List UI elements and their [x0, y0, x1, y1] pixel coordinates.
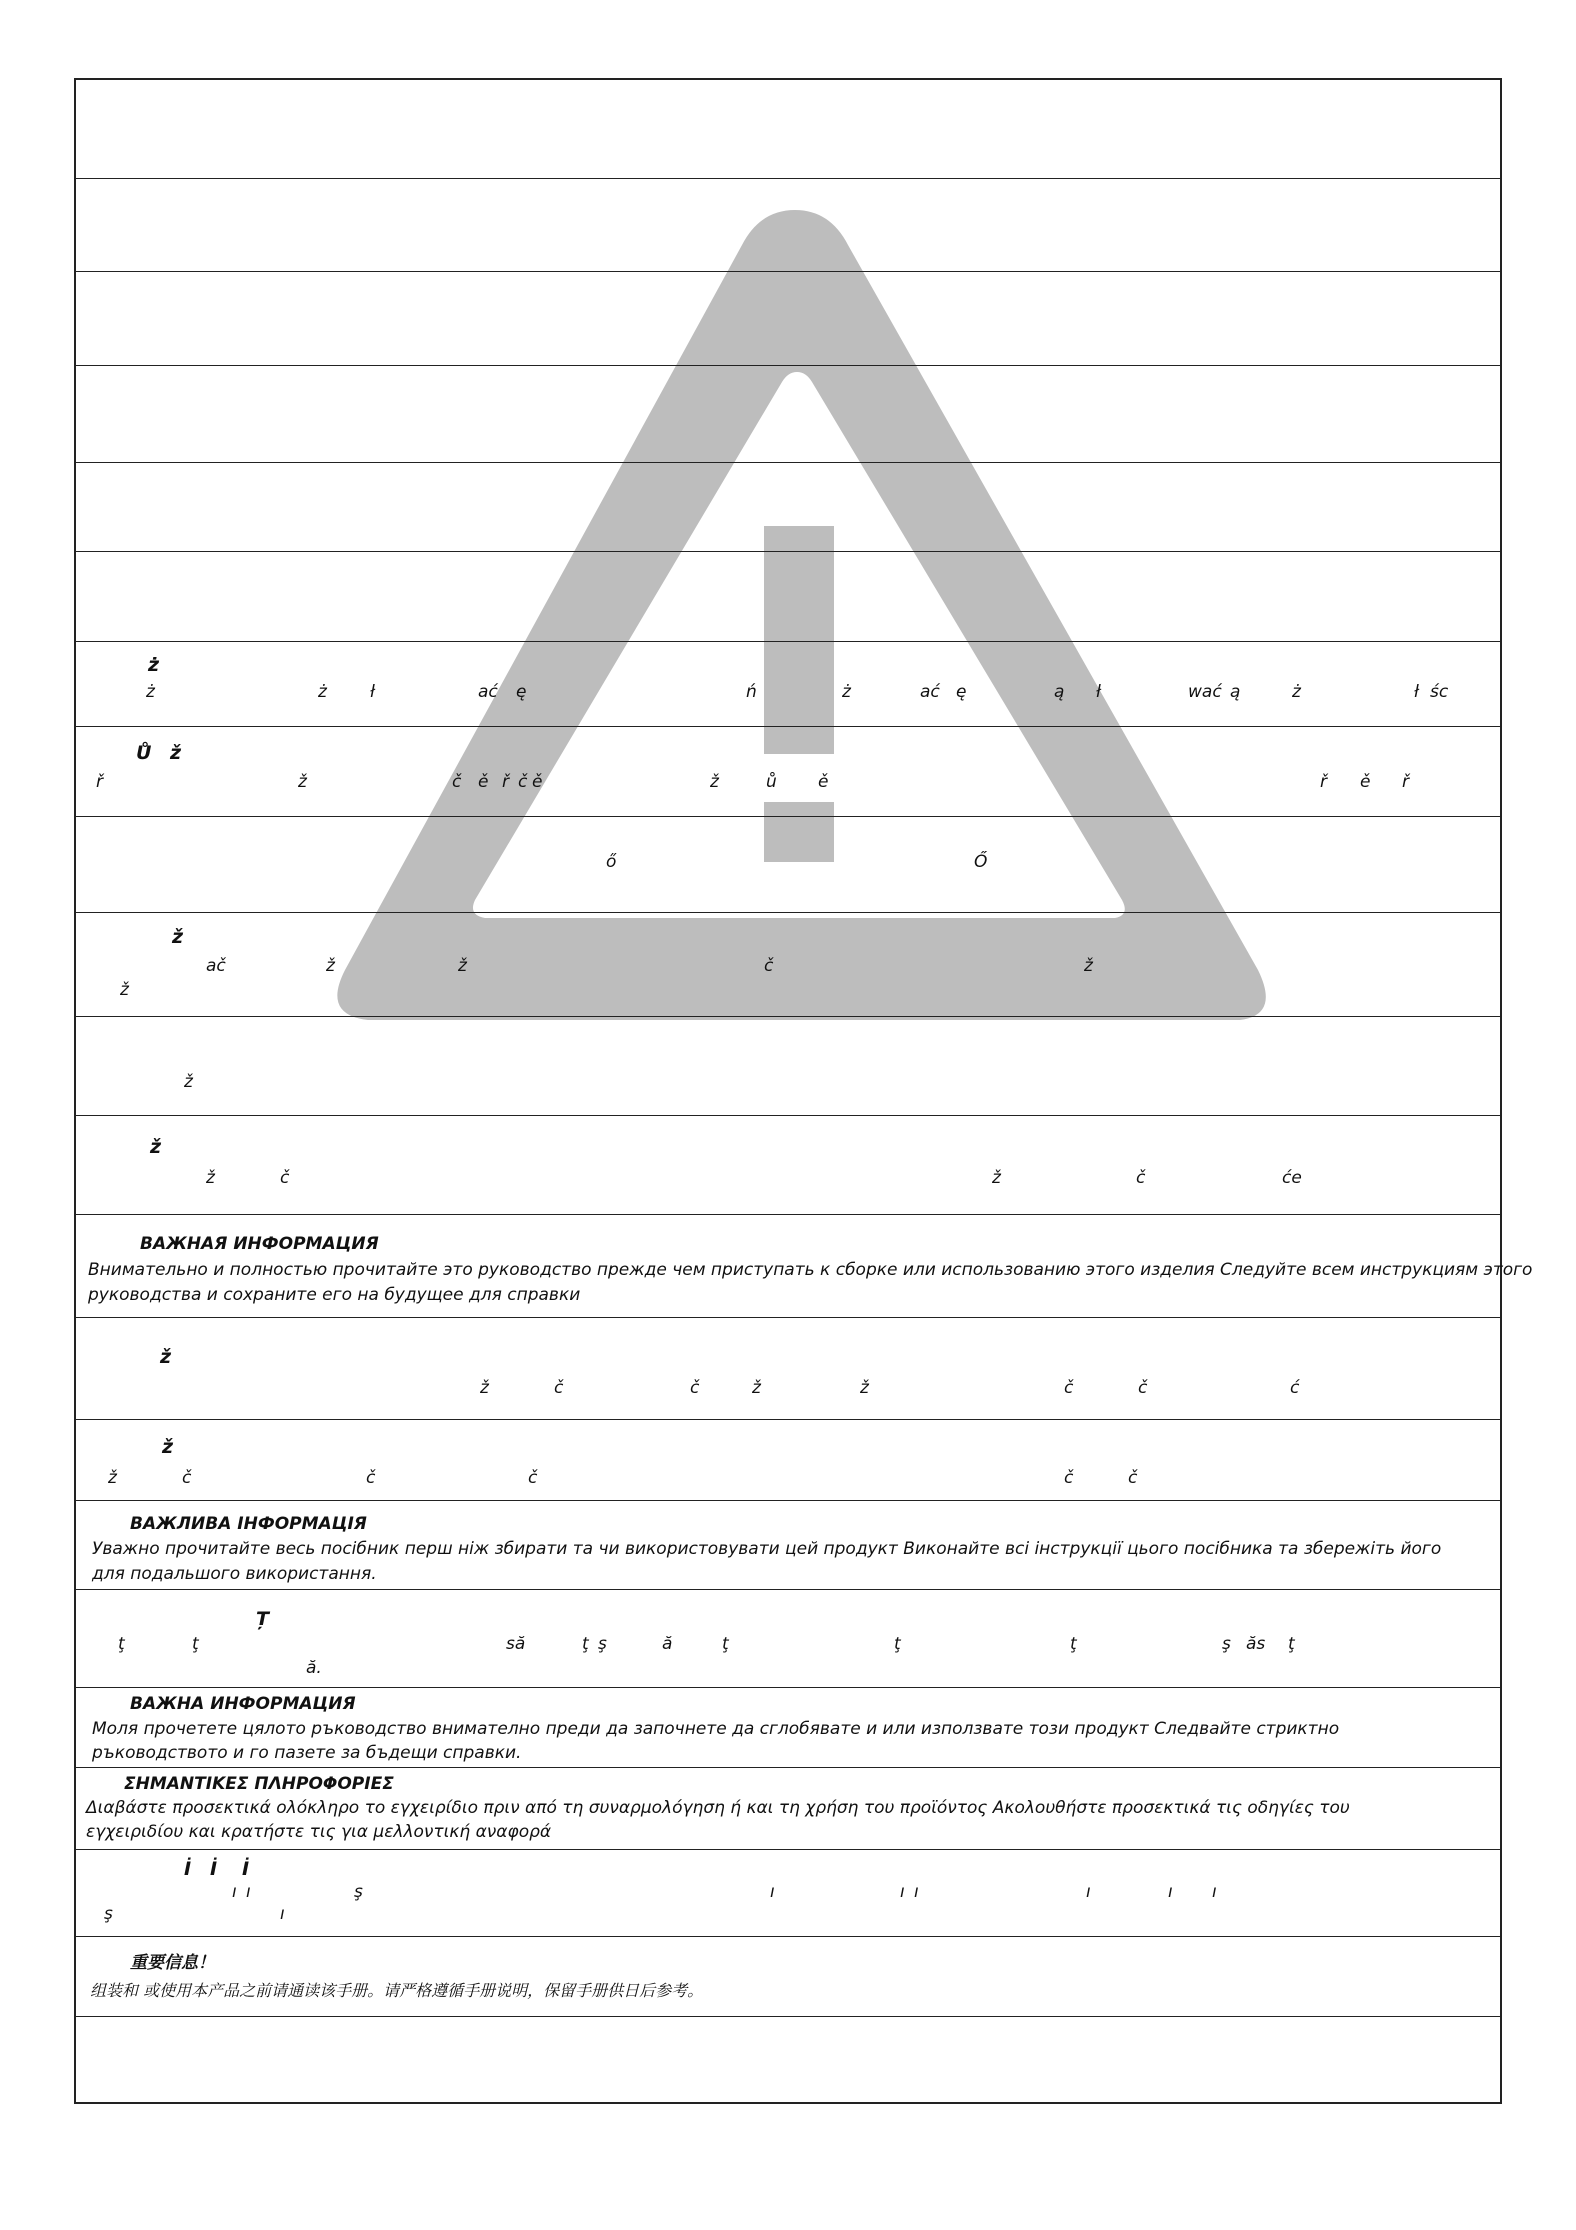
sr-glyph: č	[690, 1378, 700, 1398]
tr-glyph: ı	[246, 1882, 251, 1902]
hu-glyph: Ő	[974, 852, 988, 872]
el-text-line: εγχειριδίου και κρατήστε τις για μελλοντική αναφορά	[86, 1822, 552, 1842]
zh-text-line: 组装和 或使用本产品之前请通读该手册。请严格遵循手册说明，保留手册供日后参考。	[90, 1981, 704, 2000]
hu-glyph: ő	[606, 852, 617, 872]
section-divider	[74, 462, 1502, 463]
pl-glyph: ż	[1292, 682, 1301, 702]
cs-glyph: ž	[298, 772, 307, 792]
ru-text-line: Внимательно и полностью прочитайте это руководство прежде чем приступать к сборке или использованию этого изделия Следуйте всем инструкциям этого	[88, 1260, 1533, 1280]
section-divider	[74, 726, 1502, 727]
tr-heading-glyph: İ	[210, 1858, 218, 1880]
pl-glyph: ę	[516, 682, 527, 702]
section-divider	[74, 1419, 1502, 1420]
sk-glyph: č	[764, 956, 774, 976]
section-divider	[74, 1589, 1502, 1590]
section-divider	[74, 551, 1502, 552]
hr-glyph: č	[1136, 1168, 1146, 1188]
ro-glyph: ţ	[1288, 1634, 1295, 1654]
pl-glyph: śc	[1430, 682, 1449, 702]
pl-glyph: ł	[370, 682, 375, 702]
ro-glyph: ţ	[118, 1634, 125, 1654]
cs-glyph: ř	[1402, 772, 1409, 792]
pl-heading-glyph: ż	[148, 654, 160, 676]
uk-text-line: Уважно прочитайте весь посібник перш ніж збирати та чи використовувати цей продукт Виконайте всі інструкції цього посібника та збережіть його	[92, 1539, 1442, 1559]
pl-glyph: ż	[842, 682, 851, 702]
ro-glyph: ţ	[722, 1634, 729, 1654]
ru-heading: ВАЖНАЯ ИНФОРМАЦИЯ	[140, 1234, 379, 1254]
tr-glyph: ı	[1086, 1882, 1091, 1902]
cs-heading-glyph: ž	[170, 742, 182, 764]
section-divider	[74, 1849, 1502, 1850]
sk-glyph: ž	[326, 956, 335, 976]
bs-glyph: č	[1064, 1468, 1074, 1488]
ro-heading-glyph: Ț	[256, 1608, 269, 1630]
ru-text-line: руководства и сохраните его на будущее для справки	[88, 1285, 581, 1305]
uk-text-line: для подальшого використання.	[92, 1564, 377, 1584]
cs-glyph: ě	[1360, 772, 1371, 792]
pl-glyph: ż	[146, 682, 155, 702]
section-divider	[74, 1936, 1502, 1937]
cs-glyph: ž	[710, 772, 719, 792]
sr-glyph: č	[1138, 1378, 1148, 1398]
bs-glyph: č	[528, 1468, 538, 1488]
pl-glyph: ę	[956, 682, 967, 702]
sr-glyph: ž	[860, 1378, 869, 1398]
bs-glyph: č	[182, 1468, 192, 1488]
cs-glyph: ě	[818, 772, 829, 792]
tr-glyph: ı	[280, 1904, 285, 1924]
section-divider	[74, 271, 1502, 272]
pl-glyph: ł	[1096, 682, 1101, 702]
bs-glyph: č	[1128, 1468, 1138, 1488]
sk-heading-glyph: ž	[172, 926, 184, 948]
ro-glyph: ă	[662, 1634, 673, 1654]
sl-glyph: ž	[184, 1072, 193, 1092]
cs-glyph: č	[518, 772, 528, 792]
tr-glyph: ı	[770, 1882, 775, 1902]
ro-glyph: ţ	[1070, 1634, 1077, 1654]
tr-glyph: ı	[914, 1882, 919, 1902]
section-divider	[74, 1767, 1502, 1768]
section-divider	[74, 1214, 1502, 1215]
pl-glyph: ł	[1414, 682, 1419, 702]
tr-glyph: ı	[900, 1882, 905, 1902]
pl-glyph: ą	[1230, 682, 1241, 702]
section-divider	[74, 1115, 1502, 1116]
ro-glyph: ţ	[192, 1634, 199, 1654]
pl-glyph: ż	[318, 682, 327, 702]
cs-glyph: ů	[766, 772, 777, 792]
section-divider	[74, 365, 1502, 366]
hr-glyph: ž	[206, 1168, 215, 1188]
cs-glyph: ě	[532, 772, 543, 792]
section-divider	[74, 641, 1502, 642]
sr-glyph: ž	[752, 1378, 761, 1398]
sr-glyph: ć	[1290, 1378, 1300, 1398]
sr-glyph: č	[1064, 1378, 1074, 1398]
pl-glyph: ą	[1054, 682, 1065, 702]
hr-glyph: će	[1282, 1168, 1302, 1188]
el-heading: ΣΗΜΑΝΤΙΚΕΣ ΠΛΗΡΟΦΟΡΙΕΣ	[124, 1774, 394, 1794]
sk-glyph: ž	[1084, 956, 1093, 976]
section-divider	[74, 912, 1502, 913]
ro-glyph: să	[506, 1634, 526, 1654]
tr-glyph: ı	[1212, 1882, 1217, 1902]
section-divider	[74, 1317, 1502, 1318]
pl-glyph: ń	[746, 682, 757, 702]
zh-heading: 重要信息！	[130, 1953, 215, 1973]
tr-heading-glyph: İ	[184, 1858, 192, 1880]
section-divider	[74, 2016, 1502, 2017]
section-divider	[74, 178, 1502, 179]
tr-glyph: ı	[232, 1882, 237, 1902]
hr-glyph: č	[280, 1168, 290, 1188]
bg-text-line: ръководството и го пазете за бъдещи справки.	[92, 1743, 522, 1763]
bs-glyph: ž	[108, 1468, 117, 1488]
pl-glyph: wać	[1188, 682, 1222, 702]
section-divider	[74, 816, 1502, 817]
ro-glyph: ş	[1222, 1634, 1231, 1654]
bg-text-line: Моля прочетете цялото ръководство внимателно преди да започнете да сглобявате и или използвате този продукт Следвайте стриктно	[92, 1719, 1340, 1739]
ro-glyph: ş	[598, 1634, 607, 1654]
cs-glyph: ř	[96, 772, 103, 792]
tr-glyph: ş	[104, 1904, 113, 1924]
pl-glyph: ać	[478, 682, 498, 702]
sr-glyph: č	[554, 1378, 564, 1398]
cs-heading-glyph: Ů	[136, 742, 152, 764]
ro-glyph: ăs	[1246, 1634, 1266, 1654]
pl-glyph: ać	[920, 682, 940, 702]
section-divider	[74, 1500, 1502, 1501]
cs-glyph: ř	[502, 772, 509, 792]
sr-glyph: ž	[480, 1378, 489, 1398]
cs-glyph: č	[452, 772, 462, 792]
cs-glyph: ě	[478, 772, 489, 792]
sk-glyph: ž	[120, 980, 129, 1000]
tr-heading-glyph: İ	[242, 1858, 250, 1880]
ro-glyph: ţ	[582, 1634, 589, 1654]
hr-heading-glyph: ž	[150, 1136, 162, 1158]
el-text-line: Διαβάστε προσεκτικά ολόκληρο το εγχειρίδιο πριν από τη συναρμολόγηση ή και τη χρήση του προϊόντος Ακολουθήστε προσεκτικά τις οδηγίες του	[86, 1798, 1350, 1818]
hr-glyph: ž	[992, 1168, 1001, 1188]
bg-heading: ВАЖНА ИНФОРМАЦИЯ	[130, 1694, 356, 1714]
uk-heading: ВАЖЛИВА ІНФОРМАЦІЯ	[130, 1514, 367, 1534]
ro-glyph: ţ	[894, 1634, 901, 1654]
sk-glyph: ž	[458, 956, 467, 976]
tr-glyph: ş	[354, 1882, 363, 1902]
cs-glyph: ř	[1320, 772, 1327, 792]
sr-heading-glyph: ž	[160, 1346, 172, 1368]
bs-heading-glyph: ž	[162, 1436, 174, 1458]
section-divider	[74, 1016, 1502, 1017]
sk-glyph: ač	[206, 956, 226, 976]
section-divider	[74, 1687, 1502, 1688]
ro-glyph: ă.	[306, 1658, 322, 1678]
bs-glyph: č	[366, 1468, 376, 1488]
tr-glyph: ı	[1168, 1882, 1173, 1902]
